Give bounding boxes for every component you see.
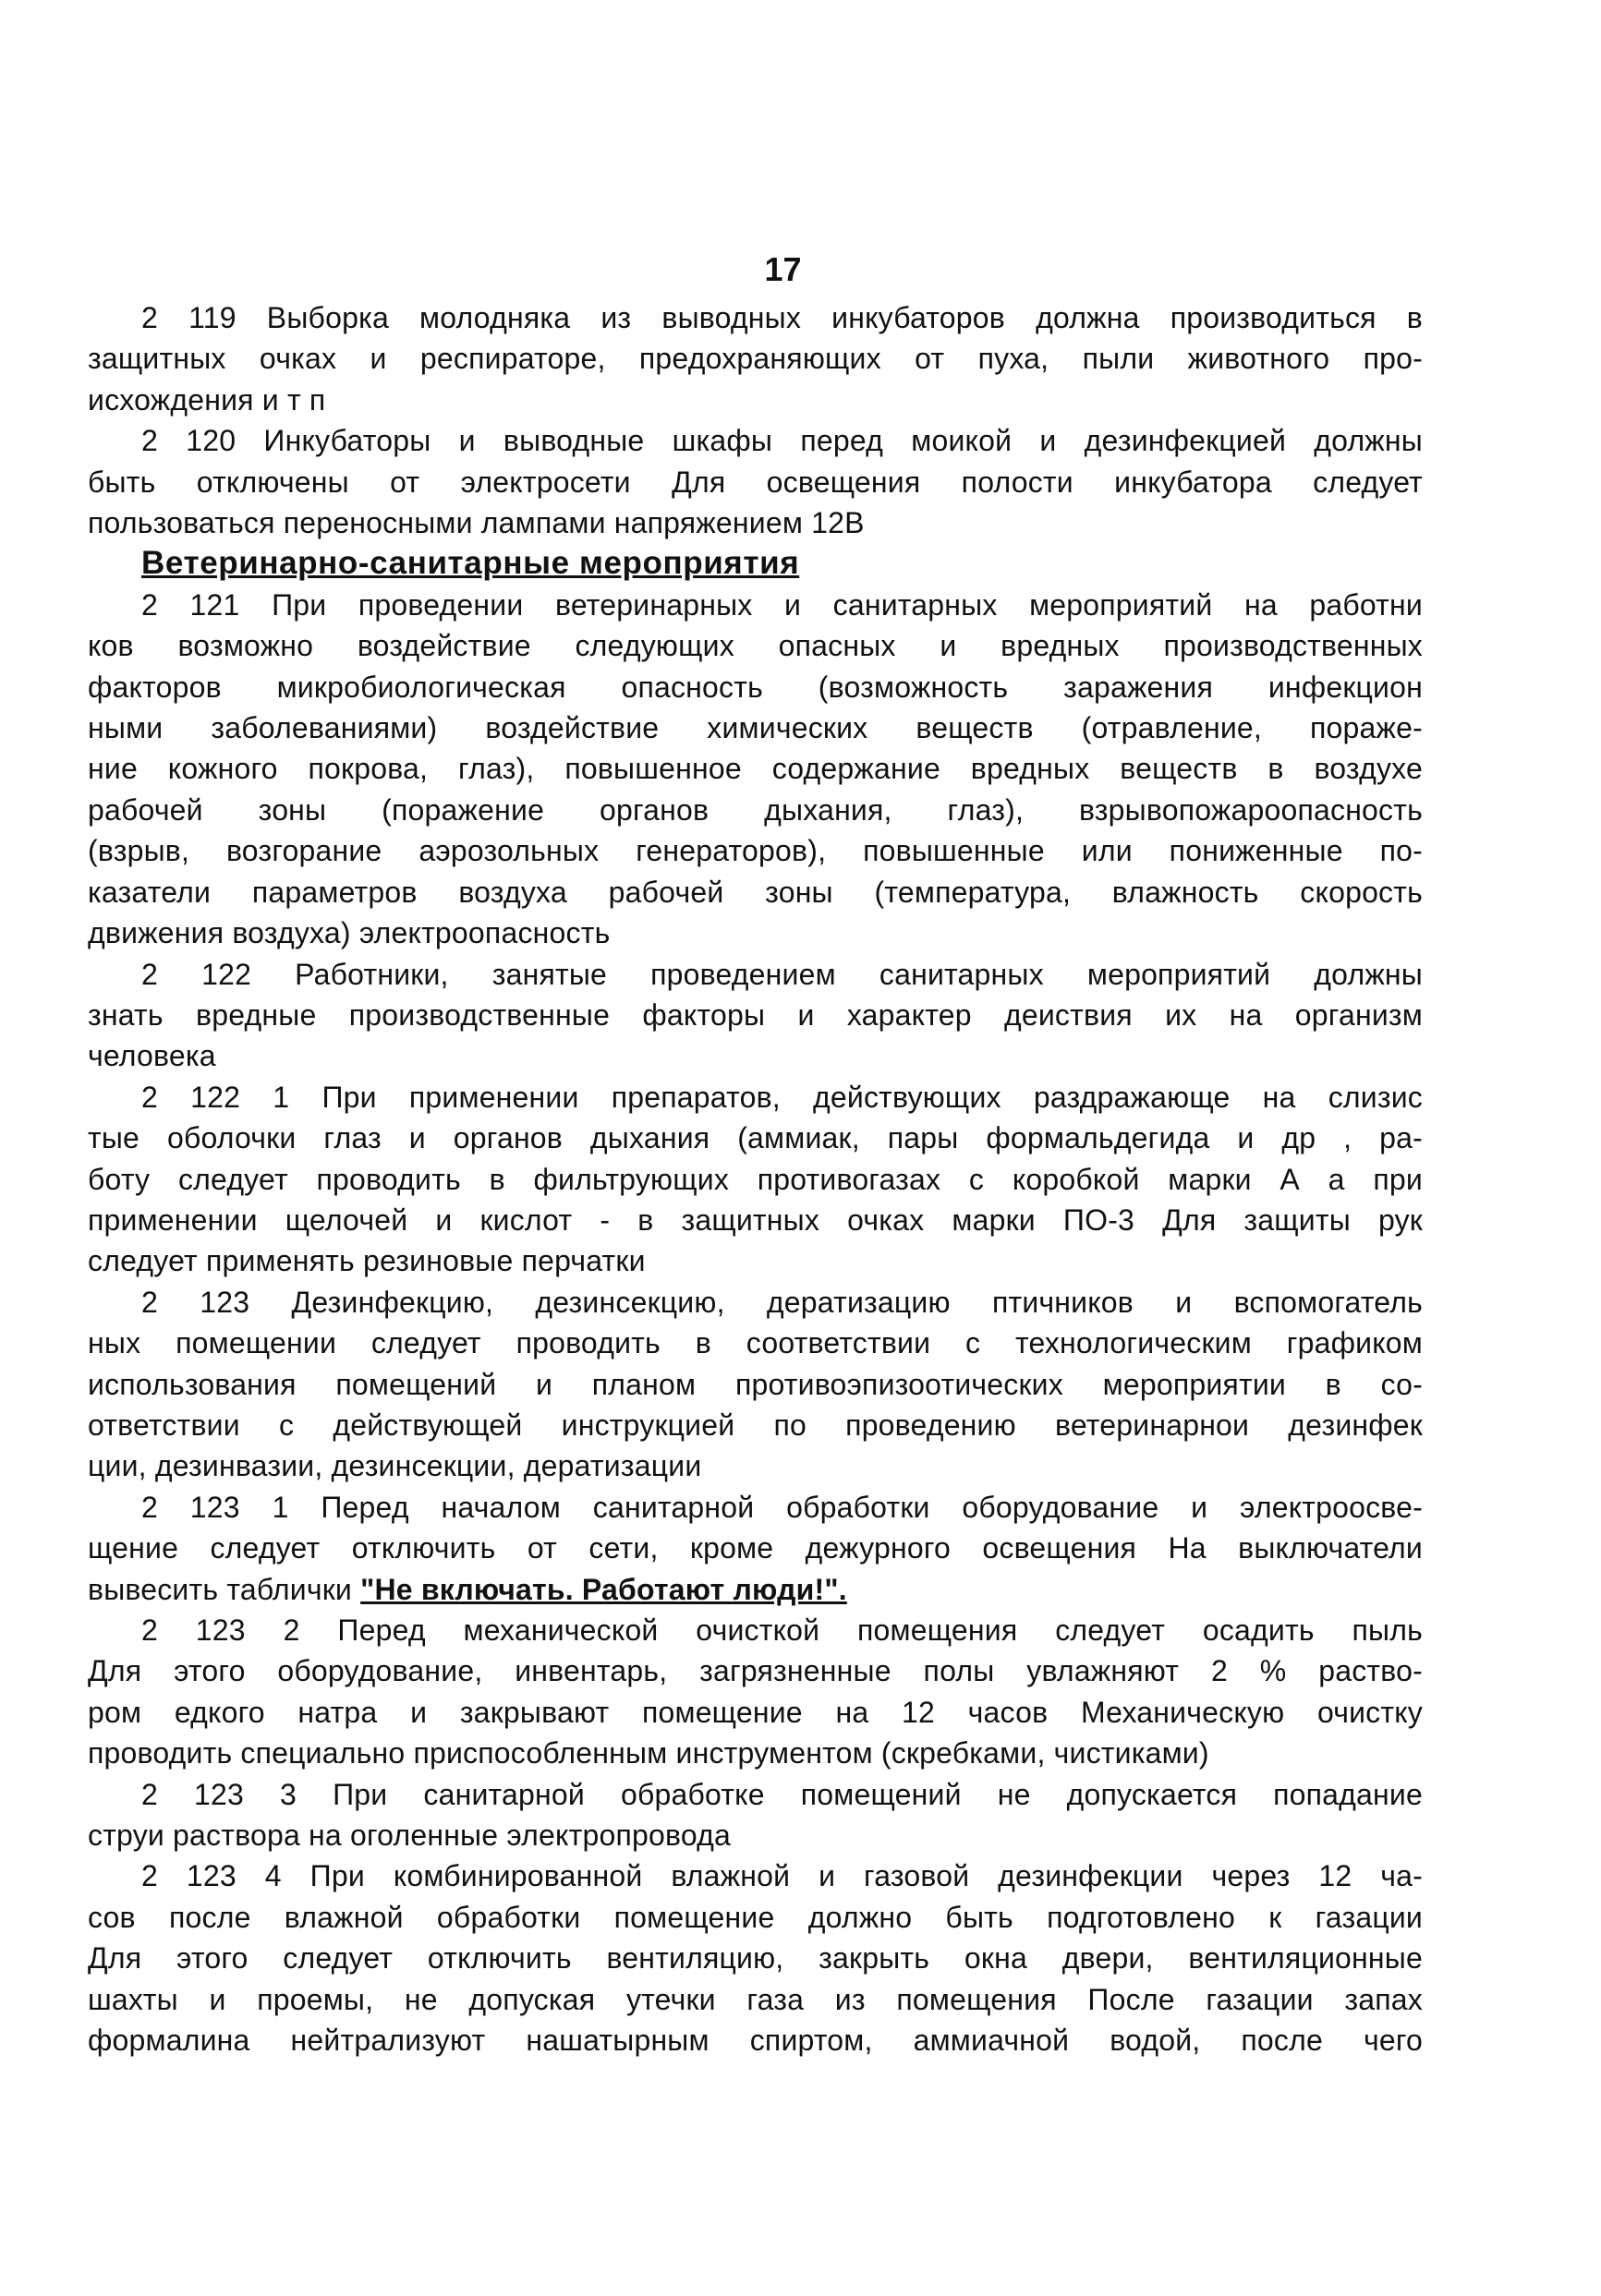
text-line: сов после влажной обработки помещение должно быть подготовлено к газации [88, 1900, 1423, 1934]
text-line: 2 121 При проведении ветеринарных и санитарных мероприятий на работни [141, 587, 1423, 622]
text-line: движения воздуха) электроопасность [88, 916, 611, 950]
text-line: ром едкого натра и закрывают помещение на 12 часов Механическую очистку [88, 1695, 1423, 1729]
text-line: защитных очках и респираторе, предохраняющих от пуха, пыли животного про- [88, 342, 1423, 376]
text-line: факторов микробиологическая опасность (возможность заражения инфекцион [88, 670, 1423, 704]
text-line: рабочей зоны (поражение органов дыхания, глаз), взрывопожароопасность [88, 792, 1423, 827]
text-line: тые оболочки глаз и органов дыхания (аммиак, пары формальдегида и др , ра- [88, 1121, 1423, 1155]
text-line-emphasis [88, 1569, 1423, 1610]
text-line: 2 122 1 При применении препаратов, действующих раздражающе на слизис [141, 1080, 1423, 1114]
text-line: ние кожного покрова, глаз), повышенное содержание вредных веществ в воздухе [88, 752, 1423, 786]
text-line: 2 119 Выборка молодняка из выводных инкубаторов должна производиться в [141, 301, 1423, 334]
text-line: 2 123 Дезинфекцию, дезинсекцию, дератизацию птичников и вспомогатель [141, 1285, 1423, 1319]
paragraphs-after-heading [88, 585, 1423, 1569]
text-line: исхождения и т п [88, 382, 326, 417]
document-page [88, 249, 1423, 2060]
text-line: Для этого оборудование, инвентарь, загрязненные полы увлажняют 2 % раство- [88, 1654, 1423, 1688]
text-line: 2 123 4 При комбинированной влажной и газовой дезинфекции через 12 ча- [141, 1859, 1423, 1893]
text-line: человека [88, 1039, 216, 1073]
text-line: проводить специально приспособленным инструментом (скребками, чистиками) [88, 1736, 1209, 1770]
text-line: ков возможно воздействие следующих опасных и вредных производственных [88, 629, 1423, 663]
text-line: струи раствора на оголенные электропровода [88, 1819, 731, 1853]
text-line: (взрыв, возгорание аэрозольных генераторов), повышенные или пониженные по- [88, 834, 1423, 868]
text-line: боту следует проводить в фильтрующих противогазах с коробкой марки А а при [88, 1162, 1423, 1196]
text-line: ными заболеваниями) воздействие химических веществ (отравление, пораже- [88, 711, 1423, 745]
paragraphs-after-emphasis [88, 1610, 1423, 2060]
text-line: ных помещении следует проводить в соответствии с технологическим графиком [88, 1326, 1423, 1360]
text-line: 2 123 3 При санитарной обработке помещений не допускается попадание [141, 1777, 1423, 1811]
paragraphs-before-heading [88, 297, 1423, 543]
text-line: применении щелочей и кислот - в защитных очках марки ПО-3 Для защиты рук [88, 1202, 1423, 1237]
section-heading: Ветеринарно-санитарные мероприятия [141, 545, 800, 582]
text-line: 2 123 2 Перед механической очисткой помещения следует осадить пыль [141, 1613, 1423, 1647]
text-line: ответствии с действующей инструкцией по проведению ветеринарнои дезинфек [88, 1408, 1423, 1442]
text-line: пользоваться переносными лампами напряжением 12В [88, 506, 865, 540]
text-line: казатели параметров воздуха рабочей зоны (температура, влажность скорость [88, 875, 1423, 909]
text-line: ции, дезинвазии, дезинсекции, дератизации [88, 1449, 702, 1483]
text-line: щение следует отключить от сети, кроме дежурного освещения На выключатели [88, 1531, 1423, 1565]
page-number: 17 [764, 250, 802, 288]
text-line: следует применять резиновые перчатки [88, 1244, 646, 1278]
warning-sign-text: "Не включать. Работают люди!". [360, 1572, 847, 1606]
text-line: 2 120 Инкубаторы и выводные шкафы перед моикой и дезинфекцией должны [141, 424, 1423, 458]
text-line: 2 122 Работники, занятые проведением санитарных мероприятий должны [141, 957, 1423, 991]
text-line: знать вредные производственные факторы и характер деиствия их на организм [88, 997, 1423, 1032]
text-line: 2 123 1 Перед началом санитарной обработки оборудование и электроосве- [141, 1490, 1423, 1524]
text-line: шахты и проемы, не допуская утечки газа из помещения После газации запах [88, 1982, 1423, 2016]
text-line: использования помещений и планом противоэпизоотических мероприятии в со- [88, 1367, 1423, 1401]
text-line: Для этого следует отключить вентиляцию, закрыть окна двери, вентиляционные [88, 1941, 1423, 1976]
text-line: быть отключены от электросети Для освещения полости инкубатора следует [88, 465, 1423, 499]
text-line: формалина нейтрализуют нашатырным спиртом, аммиачной водой, после чего [88, 2024, 1423, 2058]
emphasis-prefix: вывесить таблички [88, 1572, 361, 1606]
